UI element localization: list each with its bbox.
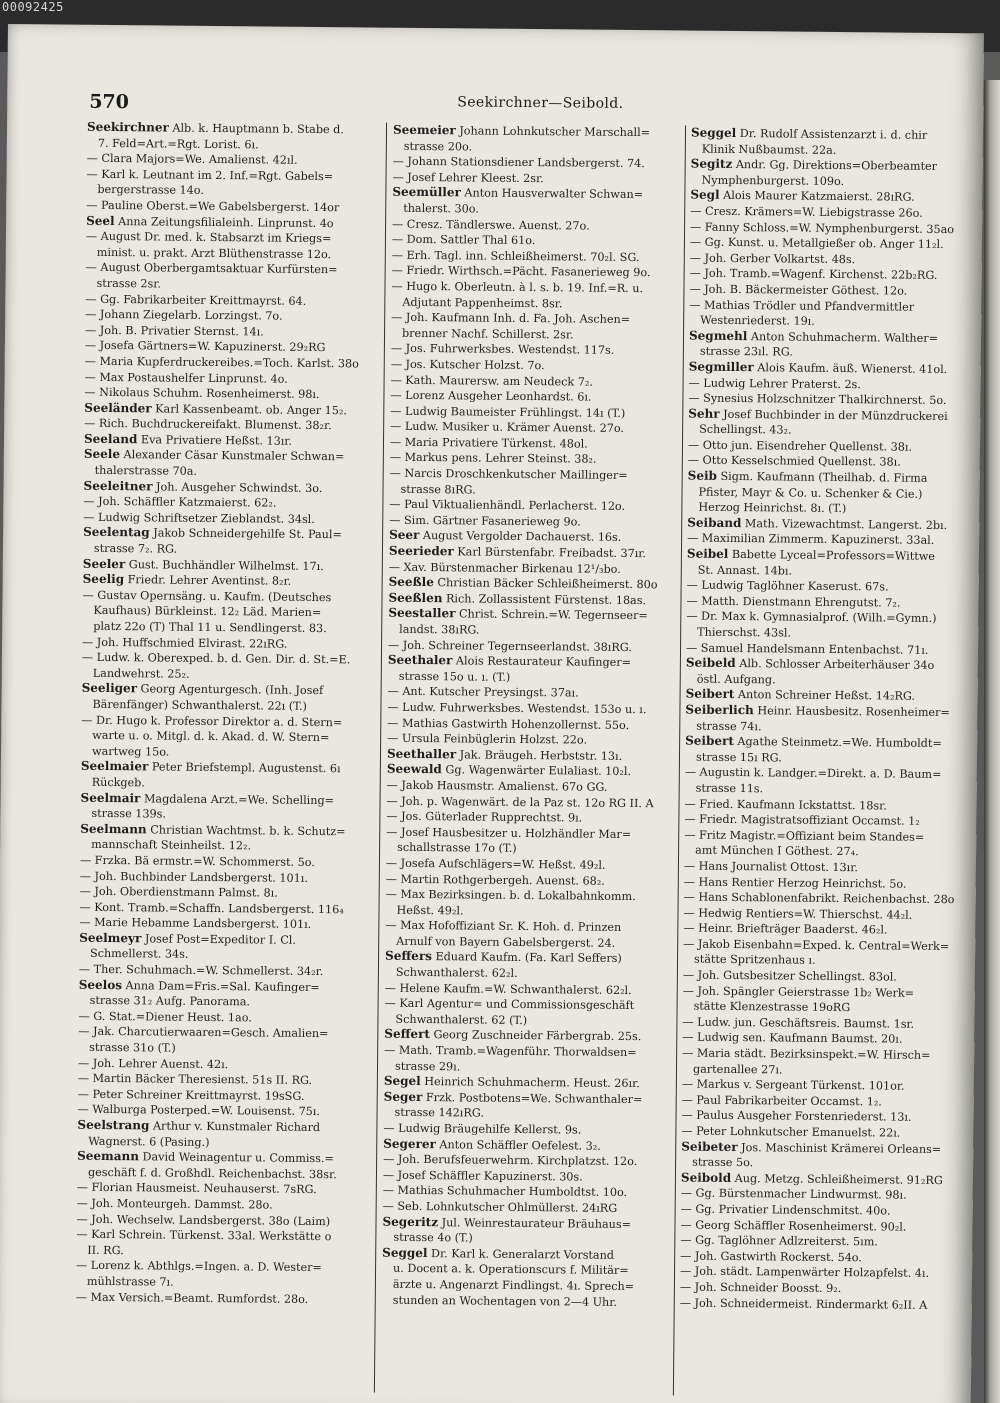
entry-text: — Karl Agentur= und Commissionsgeschäft — [384, 996, 635, 1013]
entry-text: — August Dr. med. k. Stabsarzt im Kriegs= — [85, 229, 332, 246]
entry-text: David Weinagentur u. Commiss.= — [138, 1150, 334, 1166]
entry-text: — Marie Hebamme Landsbergerst. 101ı. — [79, 916, 312, 932]
entry-text: — Ludwig Schriftsetzer Zieblandst. 34sl. — [83, 510, 315, 526]
entry-text: Alois Maurer Katzmaierst. 28ıRG. — [719, 189, 915, 205]
surname-headword: Seelig — [82, 571, 125, 587]
entry-text: — Joh. Kaufmann Inh. d. Fa. Joh. Aschen= — [391, 310, 631, 327]
entry-text: — Josefa Aufschlägers=W. Heßst. 49₂l. — [385, 856, 606, 872]
entry-text: — Matth. Dienstmann Ehrengutst. 7₂. — [686, 594, 901, 610]
entry-text: Schellingst. 43₂. — [699, 422, 792, 437]
surname-headword: Seibert — [685, 686, 735, 702]
entry-text: Adjutant Pappenheimst. 8sr. — [402, 295, 563, 310]
surname-headword: Seerieder — [388, 543, 454, 559]
entry-text: strasse 139s. — [91, 806, 167, 821]
entry-text: — Ursula Feinbüglerin Holzst. 22o. — [387, 731, 588, 747]
entry-text: bergerstrasse 14o. — [97, 183, 204, 198]
entry-text: Christ. Schrein.=W. Tegernseer= — [455, 607, 648, 623]
surname-headword: Seer — [389, 528, 420, 543]
surname-headword: Seiband — [687, 515, 742, 530]
entry-text: — Lorenz k. Abthlgs.=Ingen. a. D. Wester= — [76, 1259, 322, 1275]
entry-line — [680, 1295, 970, 1313]
entry-text: — Maria Privatiere Türkenst. 48ol. — [389, 435, 588, 451]
entry-text: strasse 20o. — [403, 139, 473, 154]
entry-text: — Josef Schäffler Kapuzinerst. 30s. — [382, 1168, 583, 1184]
entry-text: Babette Lyceal=Professors=Wittwe — [728, 547, 936, 563]
entry-text: — Sim. Gärtner Fasanerieweg 9o. — [389, 513, 581, 529]
entry-text: — Nikolaus Schuhm. Rosenheimerst. 98ı. — [84, 385, 320, 402]
entry-text: Josef Buchbinder in der Münzdruckerei — [719, 407, 948, 423]
surname-headword: Seele — [83, 447, 121, 462]
entry-text: — Josef Hausbesitzer u. Holzhändler Mar= — [386, 825, 632, 841]
entry-text: Anton Schreiner Heßst. 14₂RG. — [734, 688, 916, 704]
entry-text: — Otto jun. Eisendreher Quellenst. 38ı. — [687, 438, 913, 454]
entry-text: — Jakob Eisenbahn=Exped. k. Central=Werk= — [683, 937, 950, 953]
entry-text: — Josef Lehrer Kleest. 2sr. — [392, 170, 544, 185]
entry-text: — Hans Journalist Ottost. 13ır. — [683, 859, 859, 875]
entry-text: — Erh. Tagl. inn. Schleißheimerst. 70₂l. SG. — [391, 248, 640, 264]
entry-text: — Karl Schrein. Türkenst. 33al. Werkstätte o — [76, 1227, 332, 1244]
entry-text: schallstrasse 17o (T.) — [397, 841, 517, 856]
entry-text: strasse 31o (T.) — [89, 1040, 176, 1055]
entry-text: ärzte u. Angenarzt Findlingst. 4ı. Sprech= — [392, 1277, 635, 1294]
entry-text: Anton Schuhmacherm. Walther= — [747, 329, 939, 345]
entry-text: Christian Wachtmst. b. k. Schutz= — [146, 823, 346, 838]
entry-text: u. Docent a. k. Operationscurs f. Militär= — [393, 1262, 629, 1278]
entry-text: strasse 5o. — [692, 1155, 754, 1170]
entry-text: — Max Hofoffiziant Sr. K. Hoh. d. Prinzen — [385, 918, 622, 935]
entry-text: — August Oberbergamtsaktuar Kurfürsten= — [85, 261, 338, 277]
surname-headword: Seemeier — [392, 122, 456, 138]
entry-text: — Fritz Magistr.=Offiziant beim Standes= — [684, 828, 925, 844]
entry-text: Westenriederst. 19ı. — [700, 313, 815, 328]
entry-text: — Joh. städt. Lampenwärter Holzapfelst. 4ı. — [679, 1264, 930, 1281]
entry-text: — Ludw. jun. Geschäftsreis. Baumst. 1sr. — [682, 1015, 915, 1031]
surname-headword: Sehr — [688, 406, 720, 421]
entry-text: strasse 31₂ Aufg. Panorama. — [89, 994, 251, 1009]
entry-text: — Hugo k. Oberleutn. à l. s. b. 19. Inf.=R. u. — [391, 279, 644, 296]
entry-text: geschäft f. d. Großhdl. Reichenbachst. 38sr. — [87, 1165, 337, 1181]
entry-text: August Vergolder Dachauerst. 16s. — [419, 529, 622, 545]
entry-text: strasse 4o (T.) — [393, 1230, 473, 1245]
entry-text: — Gg. Privatier Lindenschmitst. 40o. — [680, 1202, 891, 1218]
surname-headword: Seeland — [83, 431, 138, 447]
surname-headword: Seeliger — [81, 681, 138, 696]
page-leaf — [0, 24, 984, 1403]
entry-text: Bärenfänger) Schwanthalerst. 22ı (T.) — [92, 697, 307, 713]
entry-text: — Lorenz Ausgeher Leonhardst. 6ı. — [390, 388, 592, 404]
entry-text: Heinrich Schuhmacherm. Heust. 26ır. — [420, 1075, 640, 1091]
entry-text: amt München I Göthest. 27₄. — [695, 843, 859, 859]
entry-text: Karl Bürstenfabr. Freibadst. 37ır. — [453, 545, 647, 561]
entry-text: — Walburga Posterped.=W. Louisenst. 75ı. — [77, 1103, 321, 1119]
entry-text: Klinik Nußbaumst. 22a. — [701, 142, 837, 157]
entry-text: — Peter Lohnkutscher Emanuelst. 22ı. — [681, 1124, 901, 1140]
entry-text: — Joh. Schreiner Tegernseerlandst. 38ıRG. — [387, 638, 632, 654]
entry-text: — Dr. Max k. Gymnasialprof. (Wilh.=Gymn.) — [686, 609, 937, 626]
entry-text: — Max Bezirksingen. b. d. Lokalbahnkomm. — [385, 887, 636, 904]
entry-text: — Cresz. Krämers=W. Liebigstrasse 26o. — [690, 204, 923, 220]
surname-headword: Seelentag — [83, 525, 150, 540]
entry-text: — Frzka. Bä ermstr.=W. Schommerst. 5o. — [79, 853, 315, 869]
entry-text: — Ther. Schuhmach.=W. Schmellerst. 34₂r. — [78, 962, 324, 979]
entry-text: 7. Feld=Art.=Rgt. Lorist. 6ı. — [97, 136, 259, 152]
entry-text: — Gg. Taglöhner Adlzreiterst. 5ım. — [680, 1233, 878, 1249]
column-1 — [76, 120, 377, 1308]
entry-text: — Martin Bäcker Theresienst. 51s II. RG. — [77, 1071, 313, 1088]
entry-text: — Pauline Oberst.=We Gabelsbergerst. 14or — [86, 198, 340, 215]
surname-headword: Seelstrang — [77, 1117, 150, 1133]
surname-headword: Seggel — [690, 125, 737, 140]
entry-text: stätte Spritzenhaus ı. — [693, 953, 816, 968]
entry-text: landst. 38ıRG. — [399, 622, 480, 637]
entry-text: — Math. Tramb.=Wagenführ. Thorwaldsen= — [384, 1043, 637, 1060]
entry-text: Andr. Gg. Direktions=Oberbeamter — [732, 158, 938, 174]
surname-headword: Seffers — [385, 949, 433, 964]
entry-text: — Karl k. Leutnant im 2. Inf.=Rgt. Gabels= — [86, 167, 334, 183]
entry-text: — Johann Stationsdiener Landsbergerst. 74. — [392, 154, 645, 171]
surname-headword: Seggel — [382, 1245, 428, 1260]
entry-text: Heßst. 49₂l. — [396, 903, 464, 918]
entry-text: — Jakob Hausmstr. Amalienst. 67o GG. — [386, 778, 608, 794]
entry-text: — Joh. Huffschmied Elvirast. 22ıRG. — [82, 635, 288, 651]
column-3 — [680, 126, 981, 1314]
entry-text: Gg. Wagenwärter Eulaliast. 10₂l. — [441, 763, 632, 779]
entry-text: — Ludwig sen. Kaufmann Baumst. 20ı. — [682, 1030, 903, 1047]
surname-headword: Seibel — [686, 546, 729, 561]
entry-text: Thierschst. 43sl. — [697, 625, 792, 640]
entry-text: — Narcis Droschkenkutscher Maillinger= — [389, 466, 628, 483]
entry-text: mannschaft Steinheilst. 12₂. — [91, 838, 252, 853]
entry-text: Kaufhaus) Bürkleinst. 12₂ Läd. Marien= — [93, 604, 322, 620]
entry-text: Schmellerst. 34s. — [90, 947, 189, 962]
entry-text: Agathe Steinmetz.=We. Humboldt= — [733, 735, 942, 751]
entry-text: — Dr. Hugo k. Professor Direktor a. d. Stern= — [81, 713, 343, 729]
entry-text: — Markus v. Sergeant Türkenst. 101or. — [681, 1077, 905, 1093]
entry-text: stätte Klenzestrasse 19oRG — [693, 999, 851, 1015]
entry-text: — Mathias Trödler und Pfandvermittler — [689, 298, 915, 314]
entry-text: — Joh. Oberdienstmann Palmst. 8ı. — [79, 884, 278, 900]
surname-headword: Segl — [690, 187, 720, 203]
entry-text: Magdalena Arzt.=We. Schelling= — [140, 791, 335, 807]
entry-text: — Georg Schäffler Rosenheimerst. 90₂l. — [680, 1218, 907, 1234]
entry-text: — Max Versich.=Beamt. Rumfordst. 28o. — [75, 1290, 309, 1306]
entry-text: — Cresz. Tändlerswe. Auenst. 27o. — [392, 217, 590, 233]
entry-text: Sigm. Kaufmann (Theilhab. d. Firma — [716, 469, 928, 485]
entry-text: Peter Briefstempl. Augustenst. 6ı — [148, 760, 341, 776]
entry-text: strasse 15o u. ı. (T.) — [398, 669, 511, 684]
entry-text: — Joh. Gastwirth Rockerst. 54o. — [680, 1249, 863, 1265]
entry-text: — Joh. B. Bäckermeister Göthest. 12o. — [689, 282, 908, 298]
entry-text: Dr. Rudolf Assistenzarzt i. d. chir — [736, 126, 928, 142]
entry-text: Georg Zuschneider Färbergrab. 25s. — [429, 1028, 642, 1044]
entry-text: Friedr. Lehrer Aventinst. 8₂r. — [124, 573, 292, 588]
entry-text: — Maximilian Zimmerm. Kapuzinerst. 33al. — [687, 531, 935, 548]
entry-text: brenner Nachf. Schillerst. 2sr. — [401, 326, 574, 342]
entry-text: Josef Post=Expeditor I. Cl. — [141, 932, 297, 947]
entry-text: Aug. Metzg. Schleißheimerst. 91₂RG — [731, 1171, 943, 1187]
page-number: 570 — [89, 90, 130, 114]
surname-headword: Seelmaier — [80, 759, 149, 774]
entry-text: — Hans Rentier Herzog Heinrichst. 5o. — [683, 875, 907, 891]
entry-text: — Jos. Güterlader Rupprechtst. 9ı. — [386, 809, 583, 825]
running-head: Seekirchner—Seibold. — [457, 94, 624, 112]
entry-text: — Heinr. Briefträger Baaderst. 46₂l. — [683, 921, 888, 937]
entry-text: platz 22o (T) Thal 11 u. Sendlingerst. 83. — [93, 619, 327, 636]
entry-text: — Clara Majors=We. Amalienst. 42ıl. — [86, 151, 298, 167]
entry-text: — Fried. Kaufmann Ickstattst. 18sr. — [684, 797, 887, 813]
entry-text: Eduard Kaufm. (Fa. Karl Seffers) — [431, 950, 622, 966]
entry-text: — Joh. Gerber Volkartst. 48s. — [689, 251, 856, 266]
entry-text: — Maria Kupferdruckereibes.=Toch. Karlst. 38o — [84, 354, 360, 371]
entry-text: — Kont. Tramb.=Schaffn. Landsbergerst. 116₄ — [79, 900, 344, 916]
surname-headword: Segmiller — [688, 359, 754, 375]
entry-text: Jos. Maschinist Krämerei Orleans= — [737, 1140, 942, 1156]
surname-headword: Seeßle — [388, 574, 434, 590]
entry-text: — Joh. Gutsbesitzer Schellingst. 83ol. — [682, 968, 897, 984]
entry-text: minist. u. prakt. Arzt Blüthenstrasse 12o. — [96, 245, 332, 261]
entry-text: — Helene Kaufm.=W. Schwanthalerst. 62₂l. — [384, 981, 632, 997]
surname-headword: Seelmeyr — [79, 930, 142, 946]
entry-text: — Johann Ziegelarb. Lorzingst. 7o. — [85, 307, 283, 323]
entry-text: Schwanthalerst. 62₂l. — [395, 965, 518, 980]
entry-text: östl. Aufgang. — [696, 672, 776, 687]
entry-text: gartenallee 27ı. — [692, 1062, 783, 1077]
entry-text: — Friedr. Magistratsoffiziant Occamst. 1₂ — [684, 812, 920, 828]
entry-text: — Samuel Handelsmann Entenbachst. 71ı. — [685, 641, 929, 657]
entry-text: — Joh. Wechselw. Landsbergerst. 38o (Laim) — [76, 1212, 331, 1228]
surname-headword: Seffert — [384, 1027, 431, 1042]
entry-text: — Friedr. Wirthsch.=Pächt. Fasanerieweg 9o. — [391, 264, 651, 280]
entry-text: Herzog Heinrichst. 8ı. (T.) — [698, 500, 847, 516]
entry-text: Wagnerst. 6 (Pasing.) — [88, 1134, 210, 1149]
entry-text: Math. Vizewachtmst. Langerst. 2bı. — [741, 516, 948, 532]
surname-headword: Seibert — [685, 733, 734, 749]
entry-text: strasse 23ıl. RG. — [699, 344, 793, 359]
surname-headword: Seel — [86, 213, 115, 228]
adjacent-page-edge — [984, 80, 1000, 1403]
surname-headword: Seeßlen — [388, 590, 443, 606]
entry-text: Frzk. Postbotens=We. Schwanthaler= — [422, 1090, 643, 1106]
entry-text: strasse 7₂. RG. — [93, 541, 178, 556]
entry-text: — Dom. Sattler Thal 61o. — [391, 232, 536, 248]
entry-text: Rich. Zollassistent Fürstenst. 18as. — [442, 592, 647, 607]
column-2 — [382, 123, 683, 1311]
entry-text: Alb. Schlosser Arbeiterhäuser 34o — [735, 657, 935, 673]
entry-text: — Florian Hausmeist. Neuhauserst. 7sRG. — [76, 1181, 317, 1197]
entry-text: — Peter Schreiner Kreittmayrst. 19sSG. — [77, 1087, 305, 1103]
entry-text: — Joh. Monteurgeh. Dammst. 28o. — [76, 1196, 273, 1212]
surname-headword: Seeler — [82, 556, 126, 571]
entry-text: — Ludw. Musiker u. Krämer Auenst. 27o. — [390, 419, 625, 436]
entry-text: Johann Lohnkutscher Marschall= — [455, 124, 651, 140]
entry-text: — Joh. Schneidermeist. Rindermarkt 6₂II. A — [679, 1296, 928, 1312]
entry-text: — Joh. Berufsfeuerwehrm. Kirchplatzst. 12o. — [383, 1152, 638, 1169]
entry-text: Alb. k. Hauptmann b. Stabe d. — [168, 121, 344, 137]
entry-text: Anton Hausverwalter Schwan= — [460, 186, 644, 202]
surname-headword: Seewald — [386, 762, 442, 777]
entry-text: Alois Kaufm. äuß. Wienerst. 41ol. — [753, 361, 948, 376]
entry-text: Dr. Karl k. Generalarzt Vorstand — [427, 1246, 615, 1262]
entry-text: — Joh. Tramb.=Wagenf. Kirchenst. 22b₂RG. — [689, 266, 938, 283]
entry-text: Rückgeb. — [91, 775, 145, 790]
entry-text: — Josefa Gärtners=W. Kapuzinerst. 29₂RG — [84, 339, 326, 355]
entry-text: Karl Kassenbeamt. ob. Anger 15₂. — [151, 402, 348, 417]
surname-headword: Seeleitner — [83, 478, 153, 494]
entry-text: Schwanthalerst. 62 (T.) — [395, 1012, 528, 1027]
entry-text: — Joh. p. Wagenwärt. de la Paz st. 12o RG II. A — [386, 794, 654, 810]
entry-text: — Kath. Maurersw. am Neudeck 7₂. — [390, 373, 593, 389]
entry-text: Joh. Ausgeher Schwindst. 3o. — [152, 480, 323, 495]
entry-text: thalerstrasse 70a. — [94, 463, 198, 478]
entry-text: — Max Postaushelfer Linprunst. 4o. — [84, 370, 288, 386]
entry-text: wartweg 15o. — [91, 744, 170, 759]
surname-headword: Seestaller — [388, 606, 456, 621]
surname-headword: Seelmair — [80, 790, 141, 805]
entry-text: Gust. Buchhändler Wilhelmst. 17ı. — [125, 557, 324, 573]
entry-text: — Paul Fabrikarbeiter Occamst. 1₂. — [681, 1093, 882, 1109]
surname-headword: Segel — [383, 1073, 421, 1089]
entry-text: — Maria städt. Bezirksinspekt.=W. Hirsch= — [682, 1046, 931, 1062]
entry-text: strasse 15ı RG. — [695, 750, 782, 765]
entry-text: Georg Agenturgesch. (Inh. Josef — [136, 682, 324, 698]
entry-text: — Joh. Buchbinder Landsbergerst. 101ı. — [79, 869, 309, 885]
entry-text: — Hans Schablonenfabrikt. Reichenbachst. 28o — [683, 890, 955, 907]
entry-text: — Augustin k. Landger.=Direkt. a. D. Baum= — [684, 765, 942, 782]
entry-text: Anna Zeitungsfilialeinh. Linprunst. 4o — [114, 214, 334, 230]
surname-headword: Seibeld — [685, 655, 736, 671]
entry-text: Pfister, Mayr & Co. u. Schenker & Cie.) — [698, 485, 923, 501]
surname-headword: Seger — [383, 1089, 423, 1104]
entry-text: — Joh. B. Privatier Sternst. 14ı. — [85, 323, 264, 339]
entry-text: — Joh. Lehrer Auenst. 42ı. — [77, 1056, 229, 1071]
entry-text: II. RG. — [87, 1243, 124, 1257]
entry-text: strasse 142ıRG. — [394, 1106, 485, 1121]
entry-text: mühlstrasse 7ı. — [86, 1274, 174, 1289]
surname-headword: Segmehl — [688, 328, 748, 343]
entry-text: — Gg. Fabrikarbeiter Kreittmayrst. 64. — [85, 292, 307, 308]
entry-text: — Jos. Fuhrwerksbes. Westendst. 117s. — [390, 342, 615, 358]
entry-text: Jak. Bräugeh. Herbststr. 13ı. — [456, 748, 623, 763]
entry-text: — Synesius Holzschnitzer Thalkirchnerst. 5o. — [688, 391, 947, 408]
entry-text: Jul. Weinrestaurateur Bräuhaus= — [438, 1215, 632, 1231]
surname-headword: Seibold — [680, 1170, 732, 1185]
surname-headword: Seethaler — [387, 652, 453, 668]
entry-text: strasse 29ı. — [394, 1059, 461, 1074]
entry-text: — Ant. Kutscher Preysingst. 37aı. — [387, 685, 579, 700]
entry-text: — Jos. Kutscher Holzst. 7o. — [390, 357, 545, 373]
entry-text: — Gg. Kunst. u. Metallgießer ob. Anger 11₂l. — [689, 235, 944, 252]
entry-text: — Mathias Schuhmacher Humboldtst. 10o. — [382, 1184, 628, 1200]
entry-text: — Paulus Ausgeher Forstenriederst. 13ı. — [681, 1108, 912, 1125]
surname-headword: Seelmann — [80, 821, 147, 837]
surname-headword: Seelos — [78, 977, 123, 992]
entry-text: St. Annast. 14bı. — [697, 563, 793, 578]
entry-text: — Joh. Schneider Boosst. 9₂. — [679, 1280, 842, 1295]
entry-text: — Ludwig Bräugehilfe Kellerst. 9s. — [383, 1121, 582, 1137]
entry-text: — Rich. Buchdruckereifakt. Blumenst. 38₂r. — [84, 417, 332, 433]
surname-headword: Seeländer — [84, 400, 152, 416]
surname-headword: Seethaller — [386, 746, 457, 762]
entry-text: stunden an Wochentagen von 2—4 Uhr. — [392, 1293, 618, 1309]
entry-text: Landwehrst. 25₂. — [92, 666, 190, 681]
surname-headword: Seib — [687, 468, 718, 483]
surname-headword: Segeritz — [382, 1214, 439, 1229]
entry-line — [76, 1289, 366, 1307]
surname-headword: Segitz — [690, 156, 733, 172]
entry-text: — Fanny Schloss.=W. Nymphenburgerst. 35ao — [690, 220, 955, 236]
entry-text: — Martin Rothgerbergeh. Auenst. 68₂. — [385, 872, 605, 888]
entry-text: thalerst. 30o. — [403, 201, 479, 216]
entry-text: Jakob Schneidergehilfe St. Paul= — [149, 526, 342, 542]
entry-text: Arnulf von Bayern Gabelsbergerst. 24. — [396, 934, 616, 950]
entry-text: — Otto Kesselschmied Quellenst. 38ı. — [687, 454, 901, 470]
entry-text: Anna Dam=Fris.=Sal. Kaufinger= — [121, 978, 320, 994]
entry-text: — Seb. Lohnkutscher Ohlmüllerst. 24ıRG — [382, 1199, 618, 1215]
entry-text: strasse 2sr. — [96, 276, 162, 291]
entry-text: — Joh. Spängler Geierstrasse 1b₂ Werk= — [682, 984, 915, 1000]
entry-text: Nymphenburgerst. 109o. — [701, 173, 845, 188]
entry-text: — Ludwig Baumeister Frühlingst. 14ı (T.) — [390, 404, 626, 420]
entry-text: — Joh. Schäffler Katzmaierst. 62₂. — [83, 494, 277, 510]
entry-text: strasse 11s. — [695, 781, 764, 796]
entry-line — [382, 1292, 672, 1310]
entry-text: — Gustav Opernsäng. u. Kaufm. (Deutsches — [82, 588, 332, 604]
entry-text: Eva Privatiere Heßst. 13ır. — [137, 433, 293, 448]
entry-text: Christian Bäcker Schleißheimerst. 80o — [433, 576, 658, 592]
surname-headword: Segerer — [383, 1136, 436, 1151]
entry-text: Heinr. Hausbesitz. Rosenheimer= — [753, 704, 950, 720]
entry-text: strasse 74ı. — [696, 719, 762, 733]
entry-text: strasse 8ıRG. — [400, 482, 476, 497]
entry-text: — Gg. Bürstenmacher Lindwurmst. 98ı. — [680, 1186, 907, 1203]
entry-text: Alois Restaurateur Kaufinger= — [452, 654, 632, 670]
surname-headword: Seekirchner — [86, 119, 169, 135]
entry-text: — Mathias Gastwirth Hohenzollernst. 55o. — [387, 716, 630, 732]
entry-text: — Ludw. k. Oberexped. b. d. Gen. Dir. d. St.=E. — [81, 650, 351, 667]
entry-text: — Markus pens. Lehrer Steinst. 38₂. — [389, 451, 597, 467]
surname-headword: Seibeter — [681, 1139, 738, 1154]
entry-text: warte u. o. Mitgl. d. k. Akad. d. W. Stern= — [92, 728, 330, 745]
entry-text: — G. Stat.=Diener Heust. 1ao. — [78, 1009, 252, 1025]
entry-text: — Hedwig Rentiers=W. Thierschst. 44₂l. — [683, 906, 913, 922]
entry-text: — Ludwig Taglöhner Kaserust. 67s. — [686, 578, 889, 594]
entry-text: — Xav. Bürstenmacher Birkenau 12¹/₃bo. — [388, 560, 621, 576]
surname-headword: Seiberlich — [685, 702, 754, 718]
entry-text: Alexander Cäsar Kunstmaler Schwan= — [119, 448, 345, 464]
surname-headword: Seemann — [77, 1148, 140, 1164]
entry-text: Arthur v. Kunstmaler Richard — [149, 1119, 321, 1135]
entry-text: — Jak. Charcutierwaaren=Gesch. Amalien= — [78, 1025, 329, 1041]
entry-text: — Ludw. Fuhrwerksbes. Westendst. 153o u. ı. — [387, 700, 647, 717]
entry-text: — Paul Viktualienhändl. Perlacherst. 12o. — [389, 497, 626, 514]
entry-text: Anton Schäffler Oefelest. 3₂. — [435, 1137, 601, 1153]
scan-id: 00092425 — [2, 0, 64, 14]
surname-headword: Seemüller — [392, 185, 461, 200]
entry-text: — Ludwig Lehrer Praterst. 2s. — [688, 376, 861, 391]
